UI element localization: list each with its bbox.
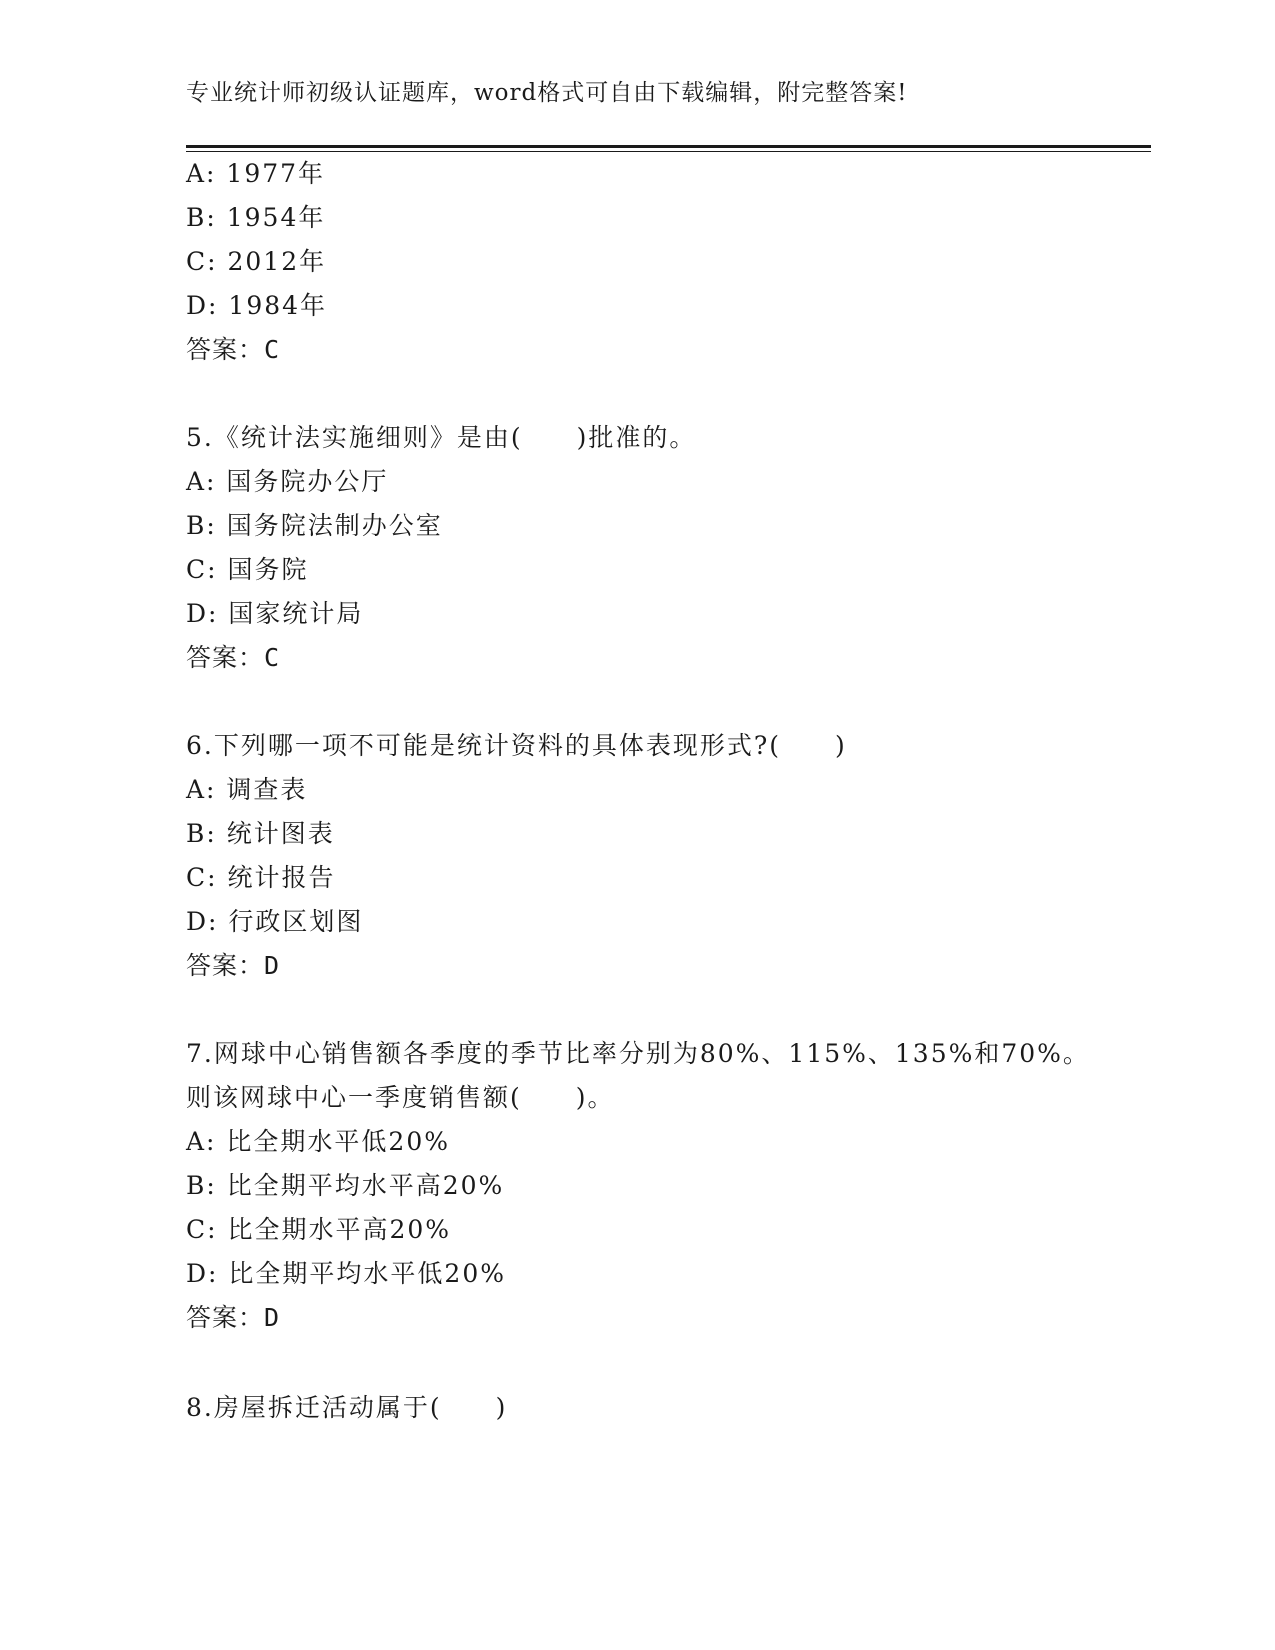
q6-question: 6.下列哪一项不可能是统计资料的具体表现形式?( ) xyxy=(186,731,847,760)
header-rule-thick xyxy=(186,145,1151,148)
header-rule-thin xyxy=(186,151,1151,152)
q7-option-a: A: 比全期水平低20% xyxy=(186,1127,450,1156)
q7-question-line2: 则该网球中心一季度销售额( )。 xyxy=(186,1083,615,1112)
q7-option-c: C: 比全期水平高20% xyxy=(186,1215,452,1244)
q7-option-d: D: 比全期平均水平低20% xyxy=(186,1259,506,1288)
q7-question-line1: 7.网球中心销售额各季度的季节比率分别为80%、115%、135%和70%。 xyxy=(186,1039,1090,1068)
q8-question: 8.房屋拆迁活动属于( ) xyxy=(186,1393,508,1422)
document-header: 专业统计师初级认证题库，word格式可自由下载编辑，附完整答案! xyxy=(186,80,908,106)
q7-answer xyxy=(186,1302,280,1334)
q6-answer xyxy=(186,950,280,982)
answer-value: C xyxy=(264,643,281,672)
q5-option-a: A: 国务院办公厅 xyxy=(186,467,389,496)
answer-label: 答案： xyxy=(186,951,265,980)
q5-option-d: D: 国家统计局 xyxy=(186,599,364,628)
q5-question: 5.《统计法实施细则》是由( )批准的。 xyxy=(186,423,697,452)
answer-value: D xyxy=(264,951,281,980)
q4-answer xyxy=(186,334,280,366)
answer-value: D xyxy=(264,1303,281,1332)
answer-label: 答案： xyxy=(186,643,265,672)
q5-option-b: B: 国务院法制办公室 xyxy=(186,511,443,540)
q5-option-c: C: 国务院 xyxy=(186,555,309,584)
q4-option-c: C: 2012年 xyxy=(186,247,327,276)
q4-option-b: B: 1954年 xyxy=(186,203,326,232)
q7-option-b: B: 比全期平均水平高20% xyxy=(186,1171,505,1200)
answer-value: C xyxy=(264,335,281,364)
answer-label: 答案： xyxy=(186,1303,265,1332)
q5-answer xyxy=(186,642,280,674)
q6-option-b: B: 统计图表 xyxy=(186,819,335,848)
q6-option-d: D: 行政区划图 xyxy=(186,907,364,936)
q6-option-c: C: 统计报告 xyxy=(186,863,336,892)
answer-label: 答案： xyxy=(186,335,265,364)
q4-option-a: A: 1977年 xyxy=(186,159,326,188)
q4-option-d: D: 1984年 xyxy=(186,291,328,320)
q6-option-a: A: 调查表 xyxy=(186,775,308,804)
